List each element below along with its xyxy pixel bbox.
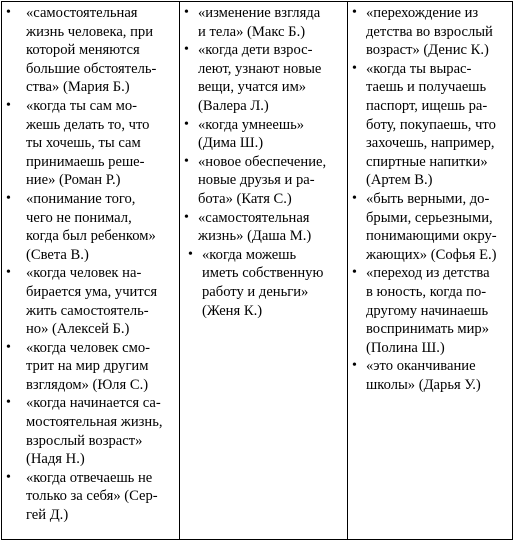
quote-text: и тела» (Макс Б.) [198,23,306,40]
bullet-line [6,4,175,23]
quote-text: «когда человек на- [26,265,142,282]
quote-text: «новое обеспечение, [198,153,327,170]
bullet-line [6,190,175,209]
quote-text: большие обстоятель- [26,60,157,77]
list-item [352,60,508,190]
quote-text: «когда можешь [202,246,297,263]
quote-text: когда был ребенком» [26,228,156,245]
quote-text: спиртные напитки» [366,153,488,170]
quote-text: жизнь» (Даша М.) [198,228,312,245]
quote-text: «когда ты вырас- [366,60,472,77]
quote-text: (Женя К.) [202,302,263,319]
quote-text: мостоятельная жизнь, [26,414,163,431]
list-item [352,264,508,357]
quote-text: бирается ума, учится [26,283,158,300]
list-item [6,97,175,190]
bullet-line [184,153,343,172]
quote-text: «быть верными, до- [366,190,490,207]
quote-text: «когда умнеешь» [198,116,305,133]
quote-text: таешь и получаешь [366,79,487,96]
quote-text: паспорт, ищешь ра- [366,97,488,114]
quote-text: «когда отвечаешь не [26,469,153,486]
list-item [6,190,175,264]
quote-text: (Валера Л.) [198,97,269,114]
list-item [184,116,343,153]
quote-text: «когда начинается са- [26,395,161,412]
quote-text: возраст» (Денис К.) [366,42,489,59]
list-item [184,246,343,320]
bullet-line [6,97,175,116]
list-item [6,264,175,338]
list-item [184,153,343,209]
quote-text: воспринимать мир» [366,321,490,338]
quote-text: школы» (Дарья У.) [366,376,481,393]
quote-text: взрослый возраст» [26,432,143,449]
quote-text: взглядом» (Юля С.) [26,376,149,393]
bullet-line [184,116,343,135]
quote-text: захочешь, например, [366,135,495,152]
quote-text: детства во взрослый [366,23,493,40]
bullet-line [6,394,175,413]
list-item [184,41,343,115]
quote-text: ты хочешь, ты сам [26,135,141,152]
list-item [352,190,508,264]
bullet-line [6,339,175,358]
bullet-line [352,190,508,209]
quote-text: жающих» (Софья Е.) [366,246,497,263]
bullet-line [352,264,508,283]
list-item [352,357,508,394]
quote-text: (Полина Ш.) [366,339,445,356]
quote-text: (Надя Н.) [26,451,85,468]
quote-text: которой меняются [26,42,140,59]
quotes-table [1,1,513,540]
list-item [6,339,175,395]
quote-text: (Дима Ш.) [198,135,264,152]
table-column-1 [2,2,179,539]
quote-text: «это оканчивание [366,358,476,375]
quote-text: жить самостоятель- [26,302,149,319]
quote-text: трит на мир другим [26,358,149,375]
quote-text: ства» (Мария Б.) [26,79,130,96]
quote-text: гей Д.) [26,507,69,524]
list-item [352,4,508,60]
quote-text: жешь делать то, что [26,116,150,133]
bullet-line [352,4,508,23]
quote-text: (Артем В.) [366,172,433,189]
quote-text: боту, покупаешь, что [366,116,496,133]
list-item [184,4,343,41]
quote-text: бота» (Катя С.) [198,190,292,207]
quote-text: другому начинаешь [366,302,489,319]
quote-text: «перехождение из [366,5,479,21]
quote-text: ние» (Роман Р.) [26,172,121,189]
list-item [6,469,175,525]
quote-text: понимающими окру- [366,228,497,245]
quote-text: брыми, серьезными, [366,209,493,226]
list-item [184,209,343,246]
quote-text: «переход из детства [366,265,490,282]
bullet-line [184,246,343,265]
quote-text: чего не понимал, [26,209,132,226]
quote-text: «когда ты сам мо- [26,97,137,114]
bullet-line [184,41,343,60]
quote-text: леют, узнают новые [198,60,322,77]
list-item [6,394,175,468]
quote-text: «самостоятельная [198,209,310,226]
bullet-line [6,264,175,283]
quote-text: принимаешь реше- [26,153,145,170]
quote-text: работу и деньги» [202,283,309,300]
bullet-line [184,4,343,23]
bullet-line [184,209,343,228]
quote-text: вещи, учатся им» [198,79,307,96]
quote-text: жизнь человека, при [26,23,154,40]
bullet-line [6,469,175,488]
table-column-3 [347,2,512,539]
quote-text: в юность, когда по- [366,283,487,300]
quote-text: «изменение взгляда [198,5,321,21]
quote-text: «когда дети взрос- [198,42,313,59]
table-column-2 [179,2,347,539]
quote-text: но» (Алексей Б.) [26,321,130,338]
bullet-line [352,60,508,79]
list-item [6,4,175,97]
quote-text: «самостоятельная [26,5,138,21]
quote-text: только за себя» (Сер- [26,488,158,505]
quote-text: иметь собственную [202,265,324,282]
bullet-line [352,357,508,376]
quote-text: «понимание того, [26,190,136,207]
quote-text: (Света В.) [26,246,89,263]
quote-text: новые друзья и ра- [198,172,315,189]
quote-text: «когда человек смо- [26,339,151,356]
